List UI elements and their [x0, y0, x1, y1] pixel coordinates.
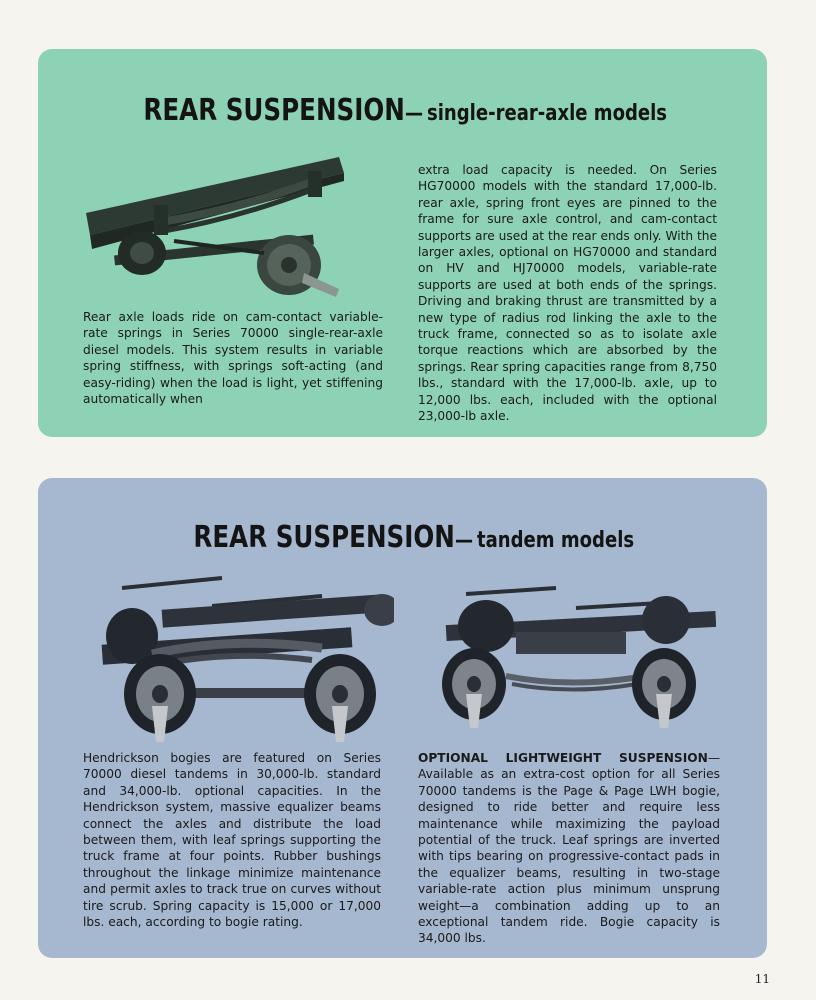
heading-main: REAR SUSPENSION — [193, 520, 456, 555]
tandem-text-right — [418, 750, 720, 947]
tandem-text-left: Hendrickson bogies are featured on Series 70000 diesel tandems in 30,000-lb. standard and 34,000-lb. optional capacities. In the Hendrickson system, massive equalizer beams connect the axles and distribute the load between them, with leaf springs supporting the truck frame at four points. Rubber bushings throughout the linkage minimize maintenance and permit axles to track true on curves without tire scrub. Spring capacity is 15,000 or 17,000 lbs. each, according to bogie rating. — [83, 751, 381, 930]
heading-dash: — — [404, 101, 423, 126]
heading-sub: tandem models — [477, 528, 635, 553]
heading-sub: single-rear-axle models — [426, 101, 667, 126]
heading-main: REAR SUSPENSION — [143, 93, 405, 128]
single-axle-heading — [38, 93, 767, 128]
single-axle-panel — [38, 49, 767, 437]
single-axle-text-left: Rear axle loads ride on cam-contact variable-rate springs in Series 70000 single-rear-axle diesel models. This system results in variable spring stiffness, with springs soft-acting (and easy-riding) when the load is light, yet stiffening automatically when — [83, 310, 383, 407]
optional-suspension-lead: OPTIONAL LIGHTWEIGHT SUSPENSION — [418, 751, 708, 765]
tandem-panel — [38, 478, 767, 958]
heading-dash: — — [455, 528, 474, 553]
page-number: 11 — [754, 972, 770, 986]
tandem-heading — [38, 520, 767, 555]
rear-axle-illustration — [84, 153, 346, 309]
lwh-bogie-illustration — [416, 580, 716, 730]
optional-suspension-body: —Available as an extra-cost option for all Series 70000 tandems is the Page & Page LWH bogie, designed to ride better and require less maintenance while maximizing the payload potential of the truck. Leaf springs are inverted with tips bearing on progressive-contact pads in the equalizer beams, resulting in two-stage variable-rate action plus minimum unsprung weight—a combination adding up to an exceptional tandem ride. Bogie capacity is 34,000 lbs. — [418, 751, 720, 946]
single-axle-text-right: extra load capacity is needed. On Series HG70000 models with the standard 17,000-lb. rear axle, spring front eyes are pinned to the frame for sure axle control, and cam-contact supports are used at the rear ends only. With the larger axles, optional on HG70000 and standard on HV and HJ70000 models, variable-rate supports are used at both ends of the springs. Driving and braking thrust are transmitted by a new type of radius rod linking the axle to the truck frame, connected so as to isolate axle torque reactions which are absorbed by the springs. Rear spring capacities range from 8,750 lbs., standard with the 17,000-lb. axle, up to 12,000 lbs. each, included with the optional 23,000-lb axle. — [418, 163, 717, 424]
hendrickson-bogie-illustration — [82, 566, 394, 744]
